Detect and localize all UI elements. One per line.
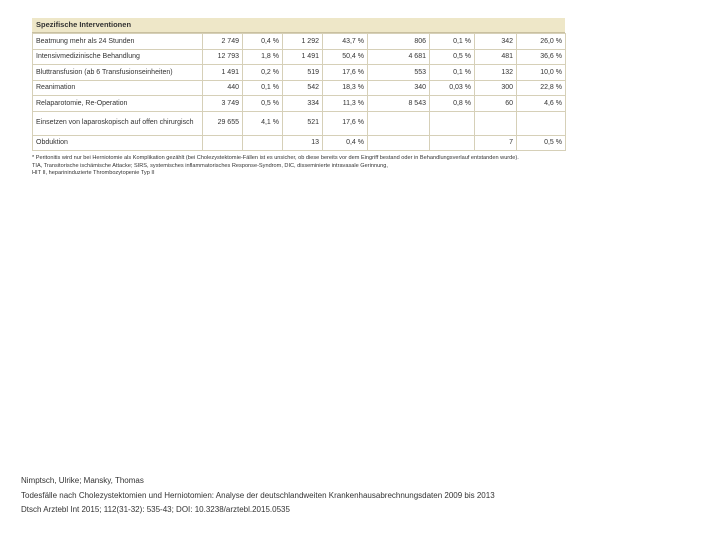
table-cell: 806 [368,34,430,50]
table-cell: 0,1 % [243,80,283,96]
table-cell: 132 [475,65,517,81]
citation-source: Dtsch Arztebl Int 2015; 112(31-32): 535-43; DOI: 10.3238/arztebl.2015.0535 [21,505,290,514]
table-cell [203,135,243,151]
footnote: TIA, Transitorische ischämische Attacke; SIRS, systemisches inflammatorisches Response-Syndrom, DIC, disseminierte intravasale Gerinnung, [32,162,388,169]
table-cell: 0,4 % [323,135,368,151]
interventions-table [32,33,566,151]
table-row [33,111,566,135]
table-cell: 4,1 % [243,111,283,135]
footnotes [32,155,565,178]
footnote: * Peritonitis wird nur bei Herniotomie als Komplikation gezählt (bei Cholezystektomie-Fällen ist es unsicher, ob diese bereits vor dem Eingriff bestand oder in Behandlungsverlauf entstanden wurde). [32,155,519,161]
table-cell: 4,6 % [517,96,566,112]
citation-authors: Nimptsch, Ulrike; Mansky, Thomas [21,476,144,485]
table-cell: 17,6 % [323,65,368,81]
table-cell: 17,6 % [323,111,368,135]
table-cell [517,111,566,135]
table-figure [32,18,565,178]
table-row [33,49,566,65]
table-cell: 553 [368,65,430,81]
row-label: Relaparotomie, Re-Operation [33,96,203,112]
table-cell: 334 [283,96,323,112]
table-cell: 0,2 % [243,65,283,81]
table-cell: 2 749 [203,34,243,50]
table-cell: 1,8 % [243,49,283,65]
row-label: Bluttransfusion (ab 6 Transfusionseinheiten) [33,65,203,81]
citation-title: Todesfälle nach Cholezystektomien und Herniotomien: Analyse der deutschlandweiten Krankenhausabrechnungsdaten 2009 bis 2013 [21,490,495,500]
table-cell: 0,1 % [430,34,475,50]
table-cell: 4 681 [368,49,430,65]
table-cell [430,135,475,151]
table-cell: 0,5 % [517,135,566,151]
section-title: Spezifische Interventionen [32,18,565,33]
table-cell: 340 [368,80,430,96]
table-cell: 8 543 [368,96,430,112]
table-cell: 60 [475,96,517,112]
table-cell [243,135,283,151]
table-cell: 50,4 % [323,49,368,65]
table-cell: 3 749 [203,96,243,112]
table-cell: 1 491 [283,49,323,65]
table-cell: 22,8 % [517,80,566,96]
table-cell: 440 [203,80,243,96]
table-cell: 36,6 % [517,49,566,65]
row-label: Beatmung mehr als 24 Stunden [33,34,203,50]
table-cell: 481 [475,49,517,65]
citation [21,474,495,518]
row-label: Intensivmedizinische Behandlung [33,49,203,65]
table-cell: 10,0 % [517,65,566,81]
row-label: Reanimation [33,80,203,96]
table-cell: 29 655 [203,111,243,135]
table-cell: 521 [283,111,323,135]
table-row [33,135,566,151]
table-cell: 1 491 [203,65,243,81]
row-label: Obduktion [33,135,203,151]
table-cell: 26,0 % [517,34,566,50]
table-row [33,80,566,96]
table-cell: 542 [283,80,323,96]
table-cell [368,135,430,151]
table-row [33,96,566,112]
table-cell: 7 [475,135,517,151]
table-cell [368,111,430,135]
table-cell: 43,7 % [323,34,368,50]
table-cell: 1 292 [283,34,323,50]
table-row [33,65,566,81]
table-row [33,34,566,50]
table-cell [475,111,517,135]
table-cell: 0,5 % [430,49,475,65]
table-cell: 0,1 % [430,65,475,81]
footnote: HIT II, heparininduzierte Thrombozytopenie Typ II [32,170,155,177]
table-cell: 519 [283,65,323,81]
table-cell: 11,3 % [323,96,368,112]
table-cell: 0,03 % [430,80,475,96]
table-cell: 0,4 % [243,34,283,50]
table-cell: 13 [283,135,323,151]
table-cell: 342 [475,34,517,50]
table-cell: 0,8 % [430,96,475,112]
table-cell: 300 [475,80,517,96]
table-cell [430,111,475,135]
table-cell: 18,3 % [323,80,368,96]
table-cell: 0,5 % [243,96,283,112]
table-cell: 12 793 [203,49,243,65]
row-label: Einsetzen von laparoskopisch auf offen chirurgisch [33,111,203,135]
